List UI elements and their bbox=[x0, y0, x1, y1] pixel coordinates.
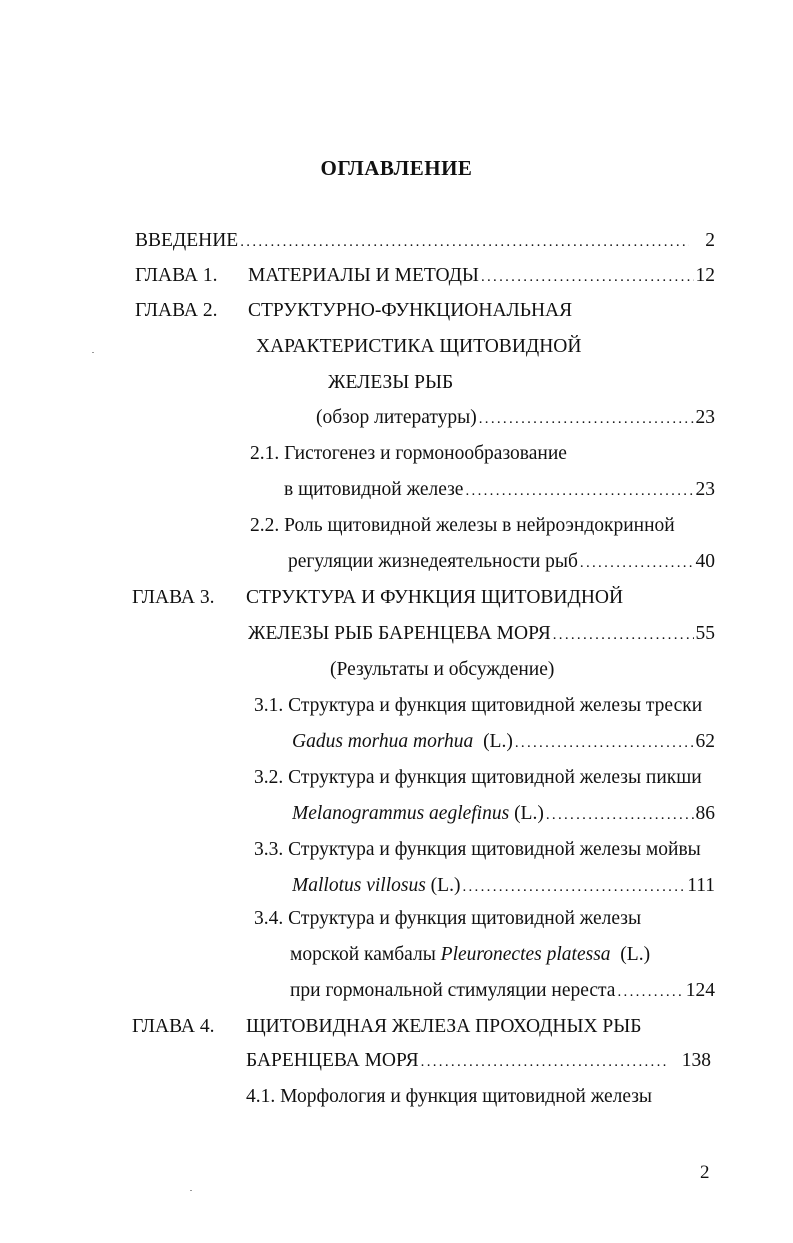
toc-entry-ch4 bbox=[246, 1048, 711, 1074]
toc-entry-ch2 bbox=[316, 405, 715, 431]
toc-subentry-title: в щитовидной железе bbox=[284, 479, 464, 500]
toc-subentry-3-2 bbox=[292, 801, 715, 827]
toc-page-number: 2 bbox=[705, 230, 715, 251]
toc-leader-dots bbox=[421, 1049, 666, 1074]
toc-leader-dots bbox=[462, 874, 685, 899]
toc-page-number: 40 bbox=[695, 551, 715, 572]
toc-page-number: 23 bbox=[695, 479, 715, 500]
toc-subentry-title: 3.1. Структура и функция щитовидной железы трески bbox=[254, 695, 703, 716]
toc-subentry-title: регуляции жизнедеятельности рыб bbox=[288, 551, 578, 572]
toc-subentry-title: 3.3. Структура и функция щитовидной железы мойвы bbox=[254, 839, 701, 860]
toc-entry-title: ЖЕЛЕЗЫ РЫБ БАРЕНЦЕВА МОРЯ bbox=[248, 623, 551, 644]
toc-subentry-title: при гормональной стимуляции нереста bbox=[290, 980, 616, 1001]
author-abbrev: (L.) bbox=[430, 875, 461, 896]
toc-entry-title: ЩИТОВИДНАЯ ЖЕЛЕЗА ПРОХОДНЫХ РЫБ bbox=[246, 1016, 642, 1037]
species-name: Pleuronectes platessa bbox=[440, 944, 611, 965]
toc-leader-dots bbox=[553, 622, 694, 647]
author-abbrev: (L.) bbox=[620, 944, 651, 965]
scan-speck bbox=[190, 1190, 192, 1191]
toc-page-number: 62 bbox=[695, 731, 715, 752]
toc-subentry-title bbox=[292, 873, 460, 899]
toc-leader-dots bbox=[465, 478, 693, 503]
toc-leader-dots bbox=[479, 406, 694, 431]
toc-subentry-title: 2.2. Роль щитовидной железы в нейроэндокринной bbox=[250, 515, 675, 536]
toc-subentry-3-1 bbox=[292, 729, 715, 755]
toc-subentry-title: 4.1. Морфология и функция щитовидной железы bbox=[246, 1086, 653, 1107]
toc-entry-title: ЖЕЛЕЗЫ РЫБ bbox=[328, 372, 454, 393]
toc-entry-title: СТРУКТУРНО-ФУНКЦИОНАЛЬНАЯ bbox=[248, 300, 573, 321]
toc-page-number: 23 bbox=[695, 407, 715, 428]
toc-page-number: 86 bbox=[695, 803, 715, 824]
toc-page-number: 111 bbox=[687, 875, 715, 896]
author-abbrev: (L.) bbox=[483, 731, 513, 752]
toc-entry-title: (Результаты и обсуждение) bbox=[330, 659, 555, 680]
toc-subentry-title: 2.1. Гистогенез и гормонообразование bbox=[250, 443, 567, 464]
toc-page-number: 55 bbox=[695, 623, 715, 644]
scan-speck bbox=[92, 352, 94, 353]
toc-subentry-title bbox=[292, 801, 544, 827]
page-title: ОГЛАВЛЕНИЕ bbox=[320, 156, 473, 180]
toc-page-number: 124 bbox=[685, 980, 715, 1001]
toc-page-number: 12 bbox=[695, 265, 715, 286]
toc-entry-title: БАРЕНЦЕВА МОРЯ bbox=[246, 1050, 419, 1071]
toc-subentry-2-1 bbox=[284, 477, 715, 503]
species-name: Mallotus villosus bbox=[292, 875, 426, 896]
toc-leader-dots bbox=[580, 550, 694, 575]
toc-subentry-3-3 bbox=[292, 873, 715, 899]
toc-subentry-2-2 bbox=[288, 549, 715, 575]
toc-subentry-title bbox=[290, 942, 650, 968]
toc-leader-dots bbox=[481, 264, 694, 289]
species-name: Gadus morhua morhua bbox=[292, 731, 474, 752]
toc-subentry-title: 3.2. Структура и функция щитовидной железы пикши bbox=[254, 767, 702, 788]
toc-entry-intro bbox=[135, 228, 715, 254]
toc-entry-title: (обзор литературы) bbox=[316, 407, 477, 428]
chapter-label: ГЛАВА 1. bbox=[135, 265, 218, 286]
page-number: 2 bbox=[700, 1162, 710, 1183]
chapter-label: ГЛАВА 3. bbox=[132, 587, 215, 608]
toc-entry-title: ХАРАКТЕРИСТИКА ЩИТОВИДНОЙ bbox=[256, 336, 582, 357]
chapter-label: ГЛАВА 2. bbox=[135, 300, 218, 321]
text-fragment: морской камбалы bbox=[290, 944, 441, 965]
toc-entry-title: ВВЕДЕНИЕ bbox=[135, 230, 239, 251]
toc-leader-dots bbox=[240, 229, 689, 254]
toc-subentry-3-4 bbox=[290, 978, 715, 1004]
species-name: Melanogrammus aeglefinus bbox=[292, 803, 510, 824]
toc-entry-title: СТРУКТУРА И ФУНКЦИЯ ЩИТОВИДНОЙ bbox=[246, 587, 624, 608]
toc-entry-ch1 bbox=[248, 263, 715, 289]
toc-leader-dots bbox=[546, 802, 694, 827]
toc-subentry-title bbox=[292, 729, 513, 755]
chapter-label: ГЛАВА 4. bbox=[132, 1016, 215, 1037]
toc-leader-dots bbox=[617, 979, 683, 1004]
toc-entry-title: МАТЕРИАЛЫ И МЕТОДЫ bbox=[248, 265, 479, 286]
toc-page-number: 138 bbox=[681, 1050, 711, 1071]
toc-leader-dots bbox=[515, 730, 694, 755]
author-abbrev: (L.) bbox=[514, 803, 544, 824]
toc-entry-ch3 bbox=[248, 621, 715, 647]
toc-subentry-title: 3.4. Структура и функция щитовидной железы bbox=[254, 908, 642, 929]
